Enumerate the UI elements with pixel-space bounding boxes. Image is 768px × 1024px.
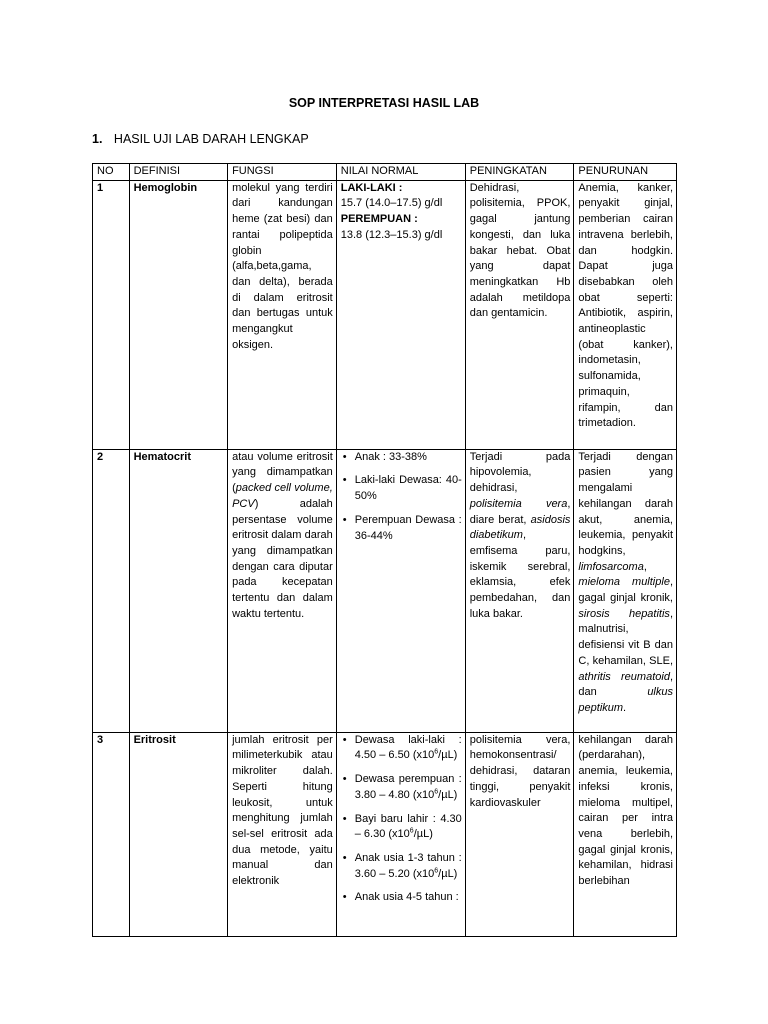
cell-penurunan: Terjadi dengan pasien yang mengalami kehilangan darah akut, anemia, leukemia, penyakit hodgkins, limfosarcoma, mieloma multiple, gagal ginjal kronik, sirosis hepatitis, malnutrisi, defisiensi vit B dan C, kehamilan, SLE, athritis reumatoid, dan ulkus peptikum.: [574, 449, 677, 732]
cell-peningkatan: polisitemia vera, hemokonsentrasi/ dehidrasi, dataran tinggi, penyakit kardiovaskuler: [465, 732, 574, 936]
header-peningkatan: PENINGKATAN: [465, 164, 574, 181]
nilai-male-label: LAKI-LAKI :: [340, 181, 403, 194]
cell-penurunan: Anemia, kanker, penyakit ginjal, pemberian cairan intravena berlebih, dan hodgkin. Dapat juga disebabkan oleh obat seperti: Antibiotik, aspirin, antineoplastic (obat kanker), indometasin, sulfonamida, primaquin, rifampin, dan trimetadion.: [574, 180, 677, 449]
list-item: • Dewasa laki-laki : 4.50 – 6.50 $(x10^6/\mu L)$: [342, 733, 462, 762]
cell-no: 1: [93, 180, 130, 449]
nilai-female-value: 13.8 (12.3–15.3) g/dl: [340, 228, 443, 241]
list-item: • Anak usia 4-5 tahun :: [342, 891, 459, 904]
cell-nilai-normal: [336, 180, 465, 449]
cell-fungsi: molekul yang terdiri dari kandungan heme (zat besi) dan rantai polipeptida globin (alfa,beta,gama, dan delta), berada di dalam eritrosit dan bertugas untuk mengangkut oksigen.: [228, 180, 337, 449]
cell-nilai-normal: [336, 732, 465, 936]
table-row: [93, 732, 677, 936]
list-item: • Laki-laki Dewasa: 40-50%: [342, 474, 462, 503]
section-heading: [92, 132, 309, 146]
header-fungsi: FUNGSI: [228, 164, 337, 181]
cell-peningkatan: Terjadi pada hipovolemia, dehidrasi, polisitemia vera, diare berat, asidosis diabetikum, emfisema paru, iskemik serebral, eklamsia, efek pembedahan, dan luka bakar.: [465, 449, 574, 732]
cell-definisi: Eritrosit: [129, 732, 228, 936]
section-heading-text: HASIL UJI LAB DARAH LENGKAP: [113, 132, 309, 146]
cell-no: 2: [93, 449, 130, 732]
cell-nilai-normal: [336, 449, 465, 732]
cell-fungsi: jumlah eritrosit per milimeterkubik atau mikroliter dalah. Seperti hitung leukosit, untuk menghitung jumlah sel-sel eritrosit ada dua metode, yaitu manual dan elektronik: [228, 732, 337, 936]
list-item: • Bayi baru lahir : 4.30 – 6.30 $(x10^6/\mu L)$: [342, 812, 462, 841]
list-item: • Perempuan Dewasa : 36-44%: [342, 513, 462, 542]
lab-results-table: [92, 163, 677, 937]
section-number: 1.: [92, 132, 103, 146]
header-nilai-normal: NILAI NORMAL: [336, 164, 465, 181]
nilai-list: [341, 733, 462, 906]
cell-peningkatan: Dehidrasi, polisitemia, PPOK, gagal jantung kongesti, dan luka bakar hebat. Obat yang dapat meningkatkan Hb adalah metildopa dan gentamicin.: [465, 180, 574, 449]
table-row: [93, 180, 677, 449]
nilai-female-label: PEREMPUAN :: [340, 213, 418, 226]
header-definisi: DEFINISI: [129, 164, 228, 181]
cell-penurunan: kehilangan darah (perdarahan), anemia, leukemia, infeksi kronis, mieloma multipel, cairan per intra vena berlebih, gagal ginjal kronis, kehamilan, hidrasi berlebihan: [574, 732, 677, 936]
page-title: SOP INTERPRETASI HASIL LAB: [288, 96, 480, 110]
cell-fungsi: atau volume eritrosit yang dimampatkan (packed cell volume, PCV) adalah persentase volume eritrosit dalam darah yang dimampatkan dengan cara diputar pada kecepatan tertentu dan dalam waktu tertentu.: [228, 449, 337, 732]
table-row: [93, 449, 677, 732]
list-item: • Anak : 33-38%: [342, 450, 427, 463]
list-item: • Dewasa perempuan : 3.80 – 4.80 $(x10^6/\mu L)$: [342, 773, 462, 801]
cell-definisi: Hemoglobin: [129, 180, 228, 449]
header-no: NO: [93, 164, 130, 181]
cell-definisi: Hematocrit: [129, 449, 228, 732]
table-header-row: [93, 164, 677, 181]
list-item: • Anak usia 1-3 tahun : 3.60 – 5.20 $(x10^6/\mu L)$: [342, 851, 462, 880]
header-penurunan: PENURUNAN: [574, 164, 677, 181]
nilai-male-value: 15.7 (14.0–17.5) g/dl: [340, 197, 443, 210]
cell-no: 3: [93, 732, 130, 936]
nilai-list: [341, 450, 462, 545]
